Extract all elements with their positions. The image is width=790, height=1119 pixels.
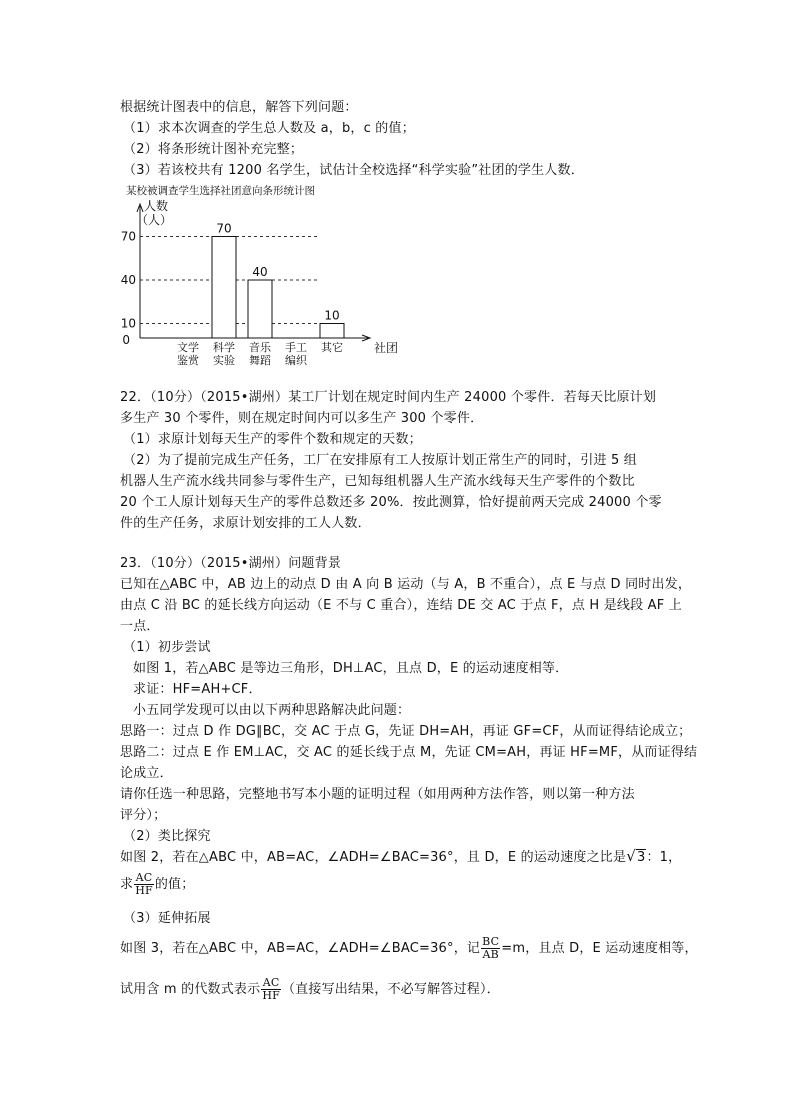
bar-value-label: 40 xyxy=(252,265,268,279)
q23-line-19-text: 试用含 m 的代数式表示 xyxy=(120,982,261,997)
x-tick-label: 舞蹈 xyxy=(249,354,271,367)
fraction-denominator: HF xyxy=(135,884,153,897)
chart-title: 某校被调查学生选择社团意向条形统计图 xyxy=(126,185,315,197)
y-axis-unit-label: （人） xyxy=(136,213,173,227)
q23-line-3: 由点 C 沿 BC 的延长线方向运动（E 不与 C 重合），连结 DE 交 AC 于点 F，点 H 是线段 AF 上 xyxy=(120,598,682,613)
q23-line-7: 求证：HF=AH+CF． xyxy=(133,682,262,697)
bar-chart xyxy=(116,182,399,367)
q22-line-4: （2）为了提前完成生产任务，工厂在安排原有工人按原计划正常生产的同时，引进 5 组 xyxy=(123,453,638,468)
q22-line-5: 机器人生产流水线共同参与零件生产，已知每组机器人生产流水线每天生产零件的个数比 xyxy=(120,474,635,489)
q23-line-2: 已知在△ABC 中，AB 边上的动点 D 由 A 向 B 运动（与 A，B 不重合），点 E 与点 D 同时出发， xyxy=(120,577,692,592)
q23-line-9: 思路一：过点 D 作 DG∥BC，交 AC 于点 G，先证 DH=AH，再证 GF=CF，从而证得结论成立； xyxy=(120,724,692,739)
q23-line-11: 论成立． xyxy=(120,766,173,781)
bar-value-label: 10 xyxy=(324,308,340,323)
question-3: （3）若该校共有 1200 名学生，试估计全校选择“科学实验”社团的学生人数． xyxy=(123,163,584,178)
bar xyxy=(320,324,344,339)
x-tick-label: 科学 xyxy=(213,341,235,354)
q23-line-13: 评分）； xyxy=(120,808,167,823)
q23-line-18-text: 如图 3，若在△ABC 中，AB=AC，∠ADH=∠BAC=36°，记 xyxy=(120,941,481,956)
fraction-denominator: AB xyxy=(482,948,499,961)
q22-line-2: 多生产 30 个零件，则在规定时间内可以多生产 300 个零件． xyxy=(120,411,484,426)
sqrt-radicand: 3 xyxy=(636,850,646,865)
q23-line-5: （1）初步尝试 xyxy=(123,640,211,655)
x-tick-label: 鉴赏 xyxy=(177,354,199,367)
q22-line-6: 20 个工人原计划每天生产的零件总数还多 20%．按此测算，恰好提前两天完成 24000 个零 xyxy=(120,495,662,510)
q23-line-17: （3）延伸拓展 xyxy=(123,911,211,926)
x-axis-label: 社团 xyxy=(374,341,399,355)
fraction-numerator: AC xyxy=(135,871,153,884)
y-tick-label: 40 xyxy=(120,273,136,287)
bar-value-label: 70 xyxy=(216,221,232,236)
fraction-numerator: AC xyxy=(262,976,280,989)
y-tick-label: 70 xyxy=(120,229,136,244)
q23-line-15 xyxy=(120,847,681,867)
q22-line-3: （1）求原计划每天生产的零件个数和规定的天数； xyxy=(123,432,422,447)
q22-line-1: 22．（10分）（2015•湖州）某工厂计划在规定时间内生产 24000 个零件．若每天比原计划 xyxy=(120,390,657,405)
q23-line-1: 23．（10分）（2015•湖州）问题背景 xyxy=(120,556,342,571)
q23-line-15-tail: ：1， xyxy=(646,850,682,865)
origin-label: 0 xyxy=(122,333,130,347)
q23-line-16 xyxy=(120,872,194,897)
q23-line-8: 小五同学发现可以由以下两种思路解决此问题： xyxy=(133,703,411,718)
fraction-ac-hf-2 xyxy=(261,977,281,1002)
fraction-denominator: HF xyxy=(262,989,280,1002)
q23-line-16-tail: 的值； xyxy=(154,877,195,892)
fraction-ac-hf xyxy=(134,872,154,897)
y-axis-label: 人数 xyxy=(144,199,169,213)
q23-line-18-tail: =m，且点 D，E 运动速度相等， xyxy=(501,941,698,956)
q23-line-6: 如图 1，若△ABC 是等边三角形，DH⊥AC，且点 D，E 的运动速度相等． xyxy=(133,661,569,676)
q22-line-7: 件的生产任务，求原计划安排的工人人数． xyxy=(120,516,371,531)
question-1: （1）求本次调查的学生总人数及 a，b，c 的值； xyxy=(123,121,415,136)
fraction-numerator: BC xyxy=(482,935,500,948)
fraction-bc-ab xyxy=(481,936,500,961)
q23-line-10: 思路二：过点 E 作 EM⊥AC，交 AC 的延长线于点 M，先证 CM=AH，再证 HF=MF，从而证得结 xyxy=(120,745,698,760)
x-tick-label: 实验 xyxy=(213,354,235,367)
question-2: （2）将条形统计图补充完整； xyxy=(123,142,304,157)
x-tick-label: 音乐 xyxy=(249,341,271,354)
x-tick-label: 文学 xyxy=(177,341,199,354)
intro-text: 根据统计图表中的信息，解答下列问题： xyxy=(120,100,358,115)
bar xyxy=(212,237,236,339)
bar xyxy=(248,280,272,338)
q23-line-16-text: 求 xyxy=(120,877,134,892)
q23-line-12: 请你任选一种思路，完整地书写本小题的证明过程（如用两种方法作答，则以第一种方法 xyxy=(120,787,635,802)
x-tick-label: 编织 xyxy=(285,354,307,367)
q23-line-15-text: 如图 2，若在△ABC 中，AB=AC，∠ADH=∠BAC=36°，且 D，E 的运动速度之比是 xyxy=(120,850,627,865)
y-tick-label: 10 xyxy=(120,316,136,331)
q23-line-14: （2）类比探究 xyxy=(123,829,211,844)
q23-line-18 xyxy=(120,936,698,961)
q23-line-19-tail: （直接写出结果，不必写解答过程）． xyxy=(281,982,500,997)
q23-line-19 xyxy=(120,977,500,1002)
x-tick-label: 其它 xyxy=(321,341,343,354)
q23-line-4: 一点． xyxy=(120,619,160,634)
x-tick-label: 手工 xyxy=(285,341,307,354)
sqrt-sign: √ xyxy=(626,847,636,865)
